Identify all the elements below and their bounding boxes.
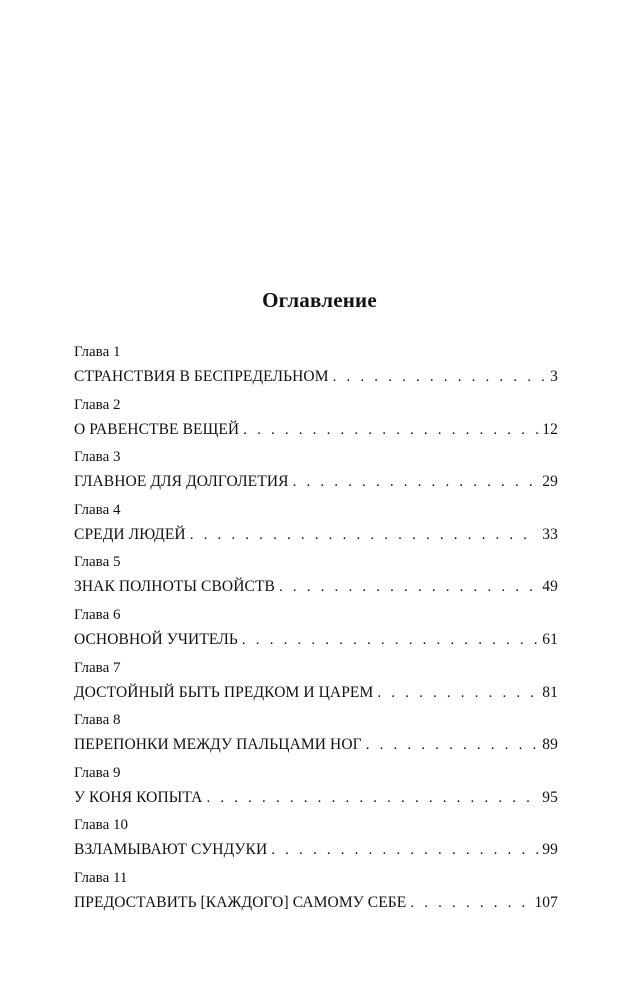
page-number: 89 (542, 736, 558, 754)
chapter-number: Глава 4 (74, 501, 121, 518)
toc-entry (74, 553, 558, 606)
page-number: 12 (542, 420, 558, 438)
page-number: 61 (542, 630, 558, 648)
chapter-number: Глава 6 (74, 606, 121, 623)
page-number: 81 (542, 683, 558, 701)
page-number: 107 (534, 893, 558, 911)
page-number: 33 (542, 525, 558, 543)
toc-entry (74, 711, 558, 764)
chapter-title: ОСНОВНОЙ УЧИТЕЛЬ (74, 630, 238, 648)
toc-entry (74, 764, 558, 817)
toc-row (74, 525, 558, 545)
dot-leader (366, 735, 539, 755)
dot-leader (279, 577, 538, 597)
dot-leader (206, 788, 538, 808)
toc-row (74, 893, 558, 913)
dot-leader (242, 630, 538, 650)
toc-entry (74, 448, 558, 501)
chapter-title: ПРЕДОСТАВИТЬ [КАЖДОГО] САМОМУ СЕБЕ (74, 893, 407, 911)
toc-entry (74, 816, 558, 869)
chapter-title: ВЗЛАМЫВАЮТ СУНДУКИ (74, 841, 268, 859)
toc-entry (74, 869, 558, 922)
page-number: 29 (542, 473, 558, 491)
toc-row (74, 735, 558, 755)
toc-row (74, 788, 558, 808)
toc-row (74, 577, 558, 597)
chapter-title: ЗНАК ПОЛНОТЫ СВОЙСТВ (74, 578, 275, 596)
chapter-number: Глава 5 (74, 554, 121, 571)
dot-leader (243, 420, 538, 440)
dot-leader (190, 525, 539, 545)
chapter-number: Глава 1 (74, 344, 121, 360)
chapter-number: Глава 11 (74, 869, 128, 886)
chapter-number: Глава 2 (74, 396, 121, 413)
toc-entry (74, 396, 558, 449)
toc-entry (74, 659, 558, 712)
chapter-number: Глава 8 (74, 712, 121, 729)
chapter-number: Глава 3 (74, 449, 121, 466)
chapter-title: О РАВЕНСТВЕ ВЕЩЕЙ (74, 420, 240, 438)
toc-row (74, 420, 558, 440)
page-number: 49 (542, 578, 558, 596)
toc-row (74, 472, 558, 492)
page-title: Оглавление (262, 288, 377, 312)
page-number: 99 (542, 841, 558, 859)
toc-row (74, 683, 558, 703)
chapter-title: СТРАНСТВИЯ В БЕСПРЕДЕЛЬНОМ (74, 368, 329, 385)
chapter-title: ПЕРЕПОНКИ МЕЖДУ ПАЛЬЦАМИ НОГ (74, 736, 362, 754)
toc-row (74, 840, 558, 860)
toc-row (74, 367, 558, 387)
toc-entry (74, 343, 558, 396)
page-number: 95 (542, 788, 558, 806)
dot-leader (410, 893, 530, 913)
table-of-contents (74, 343, 558, 922)
dot-leader (271, 840, 538, 860)
chapter-title: СРЕДИ ЛЮДЕЙ (74, 525, 186, 543)
dot-leader (293, 472, 539, 492)
page-number: 3 (550, 368, 558, 385)
toc-entry (74, 501, 558, 554)
chapter-title: ДОСТОЙНЫЙ БЫТЬ ПРЕДКОМ И ЦАРЕМ (74, 683, 374, 701)
toc-row (74, 630, 558, 650)
dot-leader (377, 683, 538, 703)
toc-entry (74, 606, 558, 659)
chapter-number: Глава 9 (74, 764, 121, 781)
dot-leader (333, 367, 547, 387)
chapter-title: ГЛАВНОЕ ДЛЯ ДОЛГОЛЕТИЯ (74, 473, 289, 491)
chapter-number: Глава 10 (74, 817, 128, 834)
chapter-title: У КОНЯ КОПЫТА (74, 788, 203, 806)
chapter-number: Глава 7 (74, 659, 121, 676)
